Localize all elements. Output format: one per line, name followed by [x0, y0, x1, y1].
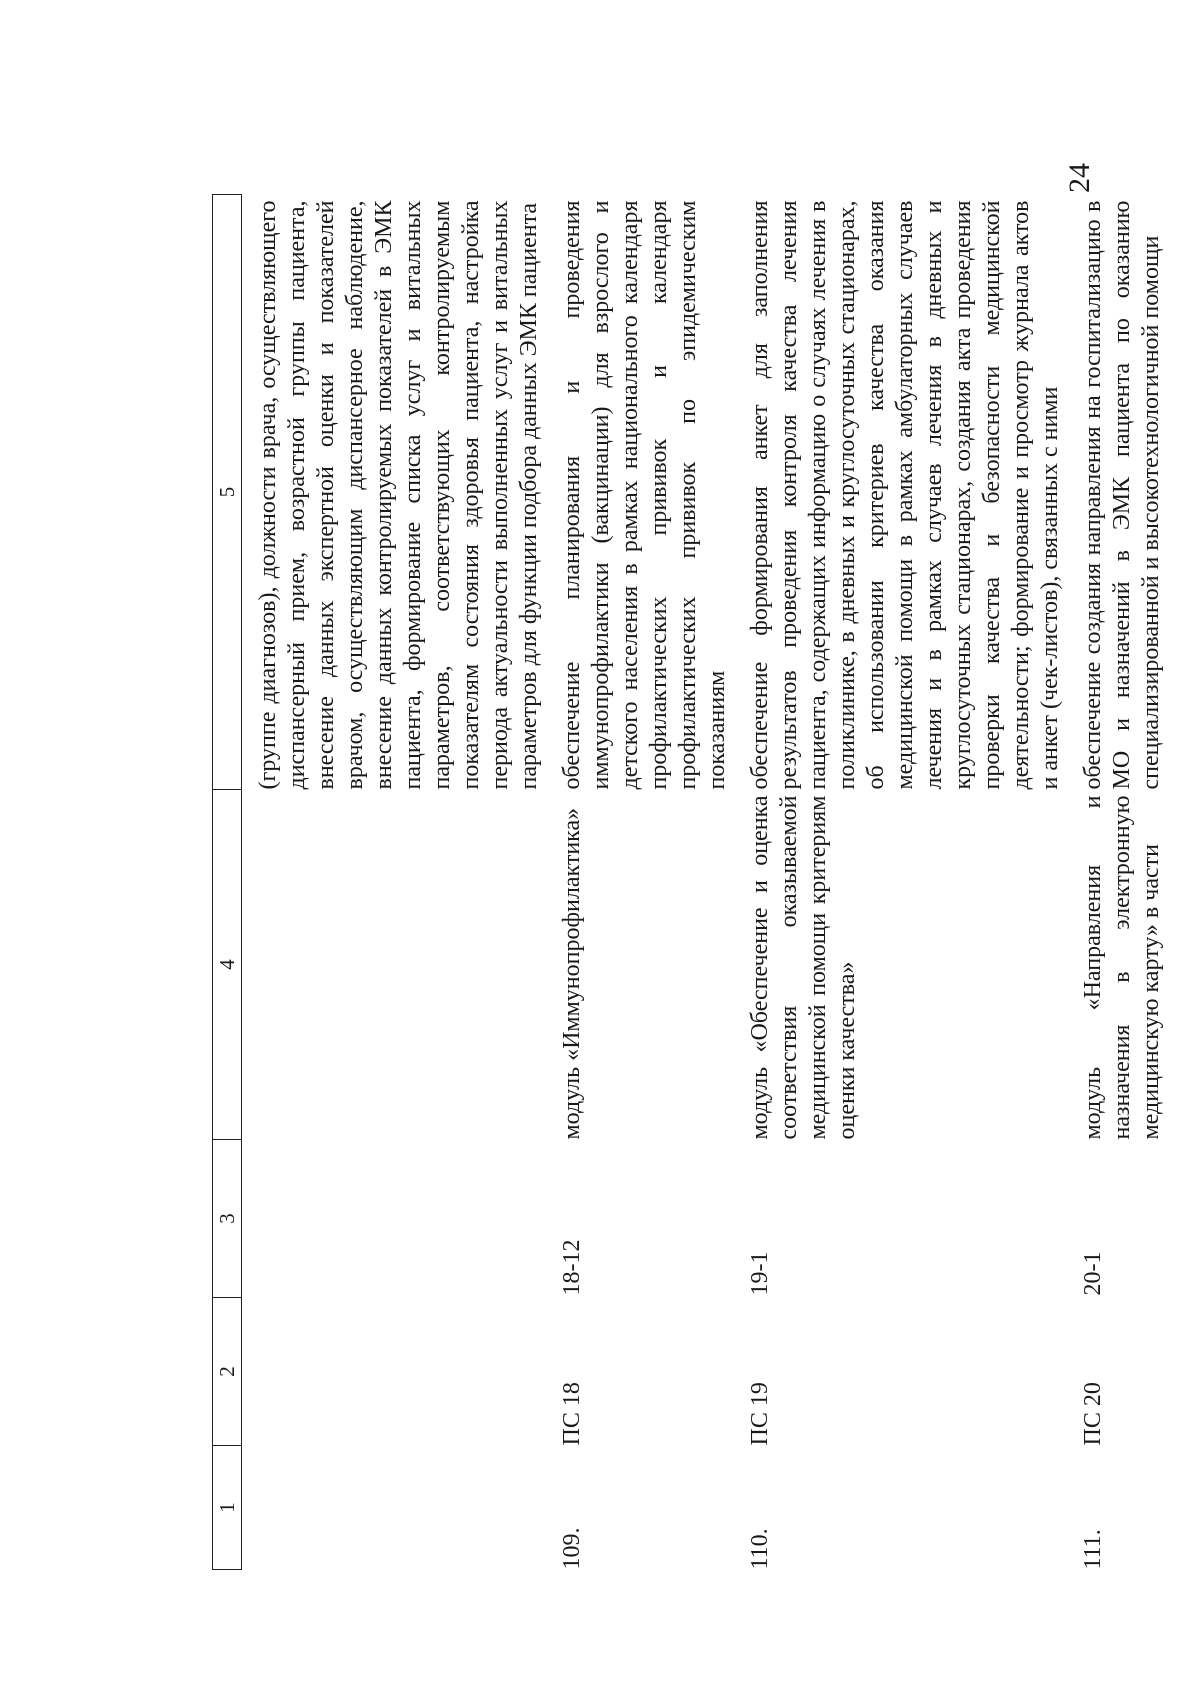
subsystem-code: ПС 20: [1080, 1382, 1106, 1446]
function-number: 19-1: [747, 1251, 773, 1296]
services-table: [212, 194, 1166, 1570]
module-name: модуль «Направления и назначения в электронную медицинскую карту» в части: [1080, 795, 1164, 1140]
subsystem-code: ПС 19: [747, 1382, 773, 1446]
column-header-3: 3: [213, 1140, 242, 1298]
module-name: модуль «Иммунопрофилактика»: [559, 807, 585, 1140]
row-number: 111.: [1080, 1529, 1106, 1570]
table-row: [1065, 195, 1166, 1570]
row-number: [242, 1446, 545, 1570]
function-description: обеспечение формирования анкет для заполнения результатов проведения контроля качества лечения пациента, содержащих информацию о случаях лечения в поликлинике, в дневных и круглосуточных стационарах, об использовании критериев качества оказания медицинской помощи в рамках амбулаторных случаев лечения и в рамках случаев лечения в дневных и круглосуточных стационарах, создания акта проведения проверки качества и безопасности медицинской деятельности; формирование и просмотр журнала актов и анкет (чек-листов), связанных с ними: [747, 200, 1063, 790]
row-number: 109.: [559, 1527, 585, 1570]
row-number: 110.: [747, 1528, 773, 1570]
page-number: 24: [1063, 163, 1096, 193]
module-name: модуль «Обеспечение и оценка соответствия оказываемой медицинской помощи критериям оценки качества»: [747, 795, 860, 1140]
module-name: [242, 790, 545, 1140]
function-description: обеспечение планирования и проведения иммунопрофилактики (вакцинации) для взрослого и детского населения в рамках национального календаря профилактических прививок и календаря профилактических прививок по эпидемическим показаниям: [559, 200, 730, 790]
function-number: [242, 1140, 545, 1298]
subsystem-code: ПС 18: [559, 1382, 585, 1446]
column-header-2: 2: [213, 1298, 242, 1446]
function-number: 20-1: [1080, 1251, 1106, 1296]
table-row: [242, 195, 545, 1570]
column-header-5: 5: [213, 195, 242, 790]
column-header-4: 4: [213, 790, 242, 1140]
function-description: обеспечение создания направления на госпитализацию в МО и назначений в ЭМК пациента по оказанию специализированной и высокотехнологичной помощи: [1080, 200, 1164, 790]
function-number: 18-12: [559, 1239, 585, 1296]
subsystem-code: [242, 1298, 545, 1446]
function-description: (группе диагнозов), должности врача, осуществляющего диспансерный прием, возрастной группы пациента, внесение данных экспертной оценки и показателей врачом, осуществляющим диспансерное наблюдение, внесение данных контролируемых показателей в ЭМК пациента, формирование списка услуг и витальных параметров, соответствующих контролируемым показателям состояния здоровья пациента, настройка периода актуальности выполненных услуг и витальных параметров для функции подбора данных ЭМК пациента: [255, 200, 542, 790]
table-header-row: [213, 195, 242, 1570]
table-row: [544, 195, 732, 1570]
table-row: [732, 195, 1065, 1570]
column-header-1: 1: [213, 1446, 242, 1570]
